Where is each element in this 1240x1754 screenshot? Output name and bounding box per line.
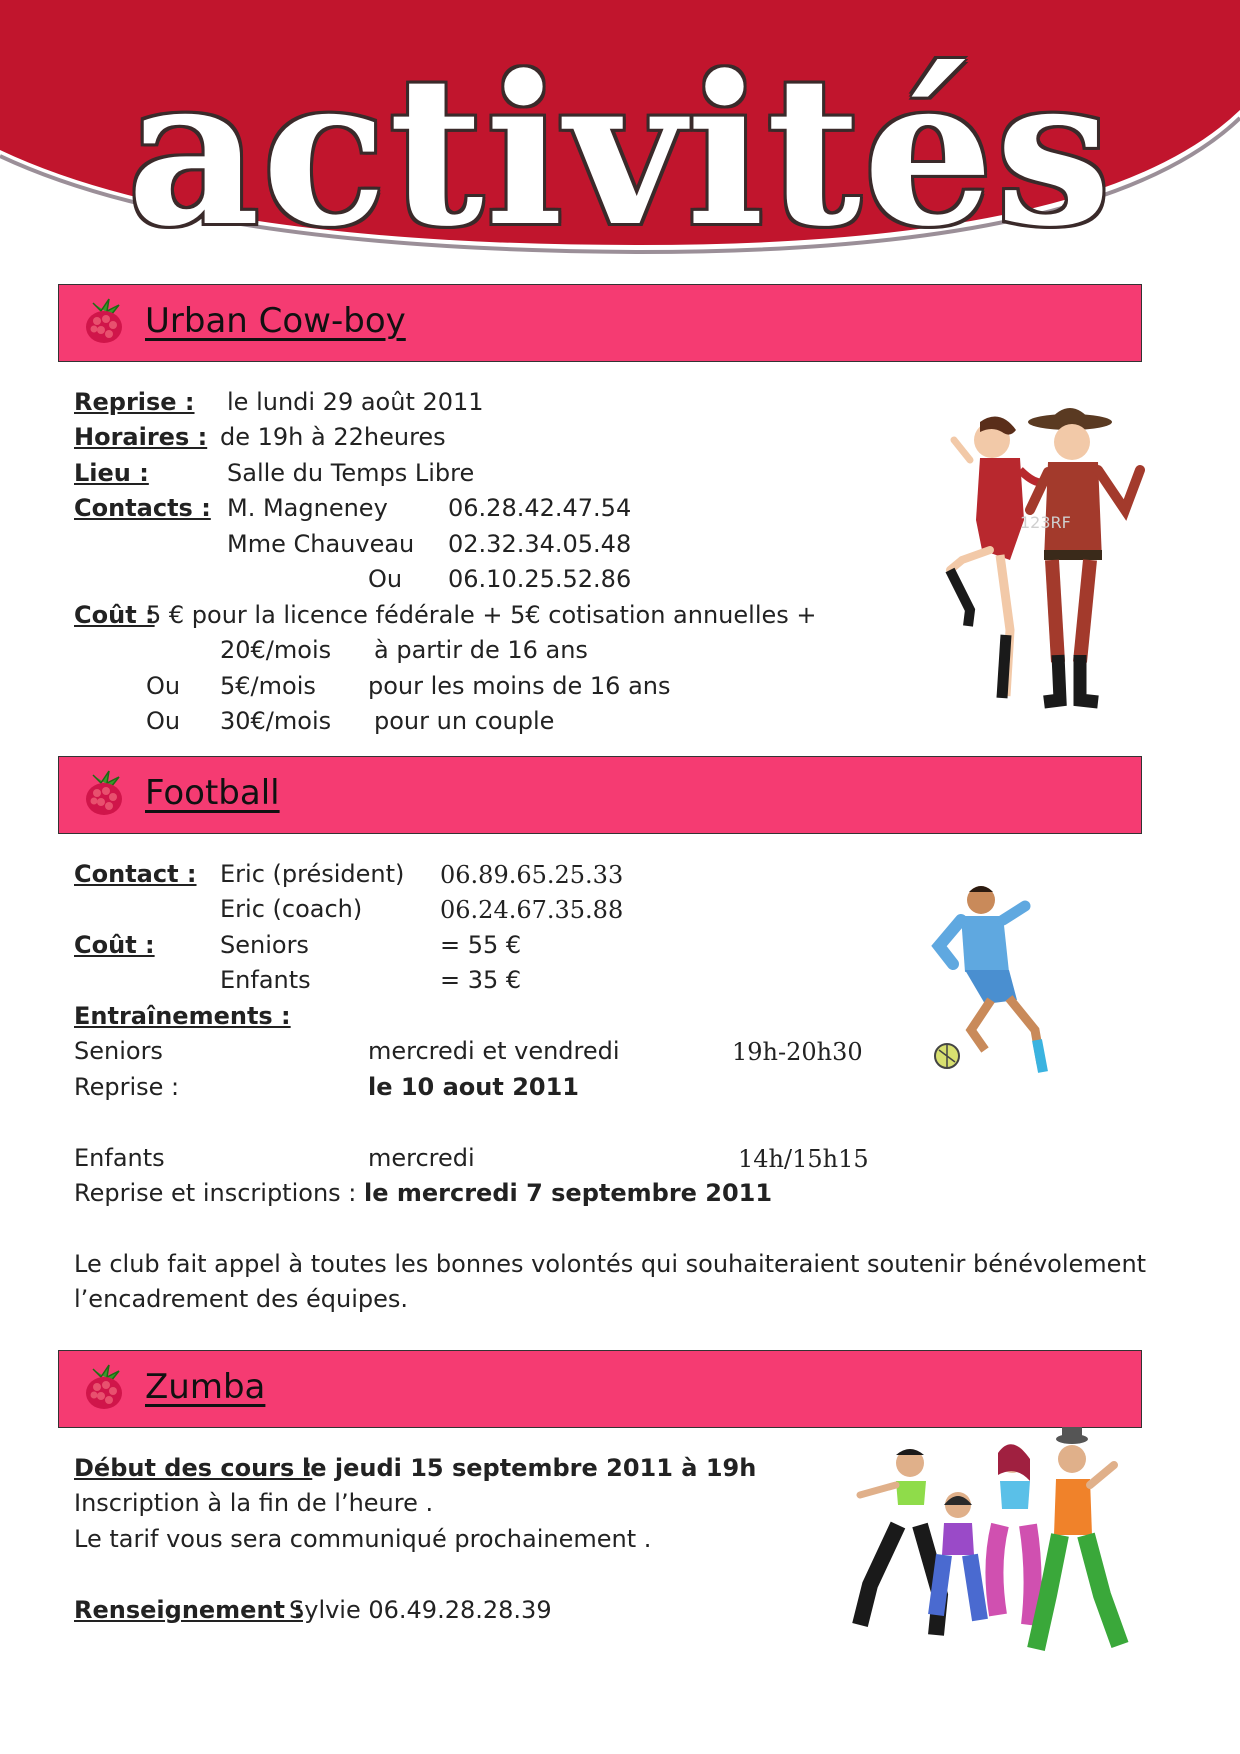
category-label: Seniors: [220, 931, 309, 959]
price-amount: 30€/mois: [220, 707, 332, 735]
debut-value: le jeudi 15 septembre 2011 à 19h: [302, 1454, 757, 1482]
reprise-value: le lundi 29 août 2011: [227, 388, 484, 416]
cout-label: Coût :: [74, 931, 155, 959]
contact-label: Contact :: [74, 860, 197, 888]
entrainements-label: Entraînements :: [74, 1002, 291, 1030]
schedule-hours: 19h-20h30: [732, 1038, 863, 1066]
lieu-value: Salle du Temps Libre: [227, 459, 475, 487]
section-title: Urban Cow-boy: [145, 301, 406, 341]
watermark: 123RF: [1020, 513, 1071, 532]
price-description: à partir de 16 ans: [374, 636, 588, 664]
contact-phone: 02.32.34.05.48: [448, 530, 632, 558]
category-price: = 35 €: [440, 966, 522, 994]
raspberry-icon: [79, 1359, 129, 1411]
contact-or: Ou: [368, 565, 403, 593]
contact-phone: 06.10.25.52.86: [448, 565, 632, 593]
section-header-zumba: [58, 1350, 1142, 1428]
reprise-label: Reprise :: [74, 388, 195, 416]
schedule-days: mercredi: [368, 1144, 475, 1172]
contact-name: M. Magneney: [227, 494, 388, 522]
renseignement-value: Sylvie 06.49.28.28.39: [289, 1596, 552, 1624]
contact-name: Eric (président): [220, 860, 405, 888]
category-label: Enfants: [220, 966, 311, 994]
section-header-football: [58, 756, 1142, 834]
zumba-dancers-illustration: [840, 1425, 1130, 1665]
page-title: activités: [127, 32, 1113, 272]
price-or: Ou: [146, 707, 181, 735]
football-player-illustration: [925, 880, 1065, 1080]
section-title: Zumba: [145, 1367, 266, 1407]
price-amount: 5€/mois: [220, 672, 316, 700]
zumba-info-line: Inscription à la fin de l’heure .: [74, 1489, 434, 1517]
price-amount: 20€/mois: [220, 636, 332, 664]
price-description: pour un couple: [374, 707, 555, 735]
cout-label: Coût :: [74, 601, 155, 629]
schedule-group: Enfants: [74, 1144, 165, 1172]
contact-phone: 06.24.67.35.88: [440, 896, 624, 924]
lieu-label: Lieu :: [74, 459, 149, 487]
zumba-info-line: Le tarif vous sera communiqué prochainement .: [74, 1525, 652, 1553]
reprise-value: le 10 aout 2011: [368, 1073, 580, 1101]
schedule-days: mercredi et vendredi: [368, 1037, 620, 1065]
contact-name: Mme Chauveau: [227, 530, 415, 558]
appeal-text-line: Le club fait appel à toutes les bonnes volontés qui souhaiteraient soutenir bénévolement: [74, 1250, 1147, 1278]
raspberry-icon: [79, 765, 129, 817]
price-or: Ou: [146, 672, 181, 700]
horaires-label: Horaires :: [74, 423, 208, 451]
contact-phone: 06.28.42.47.54: [448, 494, 632, 522]
appeal-text-line: l’encadrement des équipes.: [74, 1285, 409, 1313]
reprise-inscriptions-value: le mercredi 7 septembre 2011: [364, 1179, 773, 1207]
section-header-urban-cowboy: [58, 284, 1142, 362]
reprise-inscriptions-label: Reprise et inscriptions :: [74, 1179, 357, 1207]
horaires-value: de 19h à 22heures: [220, 423, 446, 451]
contact-phone: 06.89.65.25.33: [440, 861, 624, 889]
price-description: pour les moins de 16 ans: [368, 672, 671, 700]
cout-value: 5 € pour la licence fédérale + 5€ cotisation annuelles +: [146, 601, 817, 629]
cowboy-dancers-illustration: [940, 400, 1160, 710]
debut-label: Début des cours :: [74, 1454, 313, 1482]
contacts-label: Contacts :: [74, 494, 211, 522]
raspberry-icon: [79, 293, 129, 345]
section-title: Football: [145, 773, 280, 813]
reprise-label: Reprise :: [74, 1073, 180, 1101]
schedule-hours: 14h/15h15: [738, 1145, 869, 1173]
contact-name: Eric (coach): [220, 895, 363, 923]
renseignement-label: Renseignement :: [74, 1596, 303, 1624]
schedule-group: Seniors: [74, 1037, 163, 1065]
category-price: = 55 €: [440, 931, 522, 959]
